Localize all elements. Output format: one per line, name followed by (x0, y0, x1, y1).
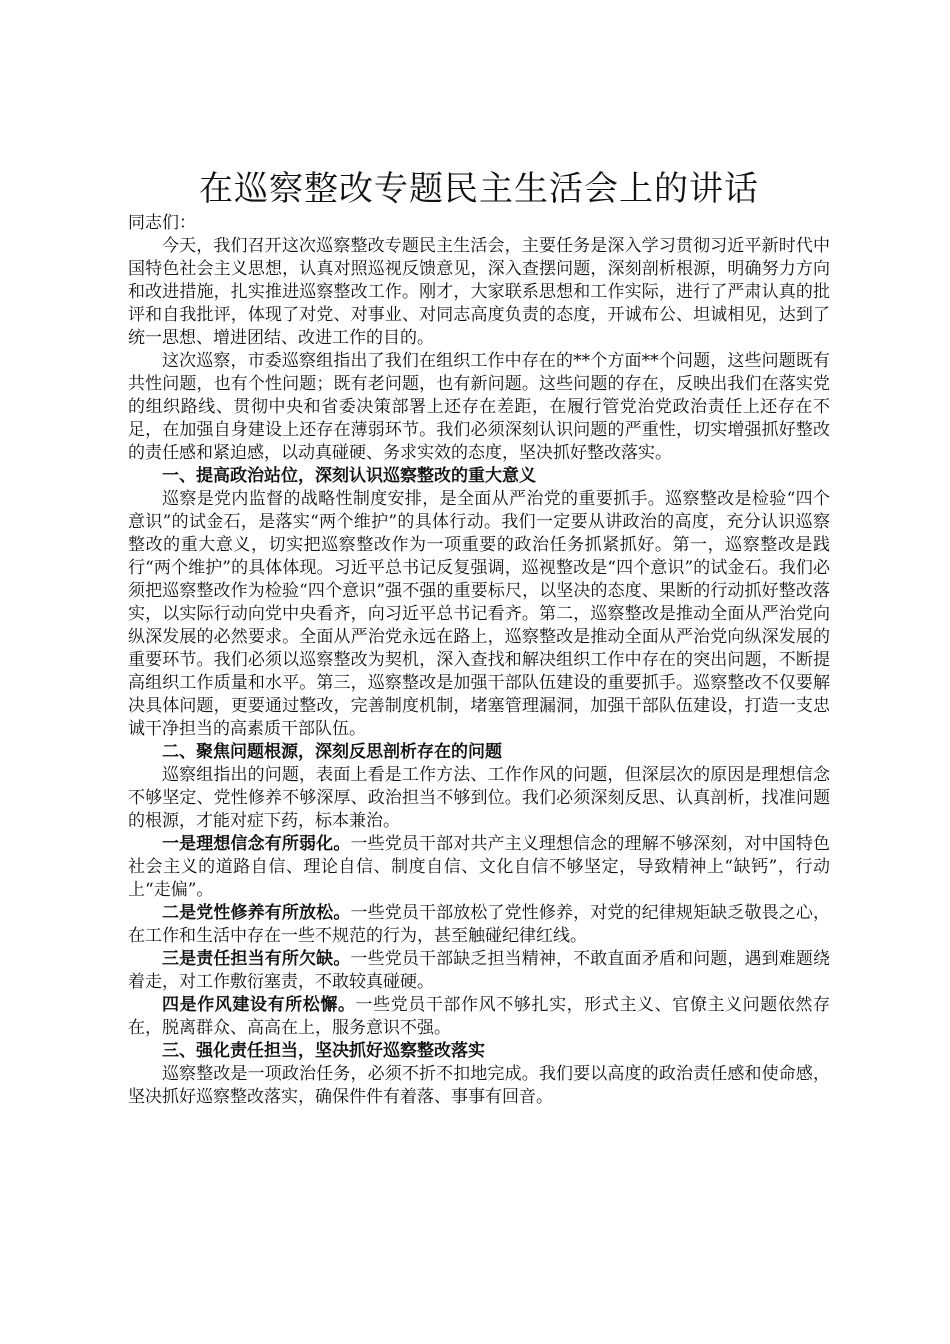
point-1 (128, 833, 830, 902)
section-3-paragraph: 巡察整改是一项政治任务，必须不折不扣地完成。我们要以高度的政治责任感和使命感，坚决抓好巡察整改落实，确保件件有着落、事事有回音。 (128, 1064, 830, 1107)
point-2-lead: 二是党性修养有所放松。 (162, 903, 351, 923)
point-2-text: 一些党员干部放松了党性修养，对党的纪律规矩缺乏敬畏之心，在工作和生活中存在一些不规范的行为，甚至触碰纪律红线。 (128, 903, 831, 946)
point-3 (128, 948, 830, 994)
section-1-heading: 一、提高政治站位，深刻认识巡察整改的重大意义 (162, 466, 536, 486)
point-4-text: 一些党员干部作风不够扎实，形式主义、官僚主义问题依然存在，脱离群众、高高在上，服务意识不强。 (128, 995, 831, 1038)
point-1-lead: 一是理想信念有所弱化。 (162, 834, 351, 854)
document-page (128, 168, 830, 1109)
point-1-text: 一些党员干部对共产主义理想信念的理解不够深刻，对中国特色社会主义的道路自信、理论自信、制度自信、文化自信不够坚定，导致精神上“缺钙”，行动上“走偏”。 (128, 834, 831, 900)
intro-paragraph-1: 今天，我们召开这次巡察整改专题民主生活会，主要任务是深入学习贯彻习近平新时代中国特色社会主义思想，认真对照巡视反馈意见，深入查摆问题，深刻剖析根源，明确努力方向和改进措施，扎实推进巡察整改工作。刚才，大家联系思想和工作实际，进行了严肃认真的批评和自我批评，体现了对党、对事业、对同志高度负责的态度，开诚布公、坦诚相见，达到了统一思想、增进团结、改进工作的目的。 (128, 236, 830, 348)
point-3-text: 一些党员干部缺乏担当精神，不敢直面矛盾和问题，遇到难题绕着走，对工作敷衍塞责，不敢较真碰硬。 (128, 949, 831, 992)
intro-paragraph-2: 这次巡察，市委巡察组指出了我们在组织工作中存在的**个方面**个问题，这些问题既有共性问题，也有个性问题；既有老问题，也有新问题。这些问题的存在，反映出我们在落实党的组织路线、贯彻中央和省委决策部署上还存在差距，在履行管党治党政治责任上还存在不足，在加强自身建设上还存在薄弱环节。我们必须深刻认识问题的严重性，切实增强抓好整改的责任感和紧迫感，以动真碰硬、务求实效的态度，坚决抓好整改落实。 (128, 351, 830, 463)
point-4 (128, 994, 830, 1040)
point-2 (128, 902, 830, 948)
section-1-paragraph: 巡察是党内监督的战略性制度安排，是全面从严治党的重要抓手。巡察整改是检验“四个意识”的试金石，是落实“两个维护”的具体行动。我们一定要从讲政治的高度，充分认识巡察整改的重大意义，切实把巡察整改作为一项重要的政治任务抓紧抓好。第一，巡察整改是践行“两个维护”的具体体现。习近平总书记反复强调，巡视整改是“四个意识”的试金石。我们必须把巡察整改作为检验“四个意识”强不强的重要标尺，以坚决的态度、果断的行动抓好整改落实，以实际行动向党中央看齐，向习近平总书记看齐。第二，巡察整改是推动全面从严治党向纵深发展的必然要求。全面从严治党永远在路上，巡察整改是推动全面从严治党向纵深发展的重要环节。我们必须以巡察整改为契机，深入查找和解决组织工作中存在的突出问题，不断提高组织工作质量和水平。第三，巡察整改是加强干部队伍建设的重要抓手。巡察整改不仅要解决具体问题，更要通过整改，完善制度机制，堵塞管理漏洞，加强干部队伍建设，打造一支忠诚干净担当的高素质干部队伍。 (128, 489, 830, 739)
section-2-heading: 二、聚焦问题根源，深刻反思剖析存在的问题 (162, 742, 502, 762)
greeting: 同志们： (128, 213, 196, 233)
section-3-heading: 三、强化责任担当，坚决抓好巡察整改落实 (162, 1041, 485, 1061)
section-2-paragraph: 巡察组指出的问题，表面上看是工作方法、工作作风的问题，但深层次的原因是理想信念不够坚定、党性修养不够深厚、政治担当不够到位。我们必须深刻反思、认真剖析，找准问题的根源，才能对症下药，标本兼治。 (128, 765, 830, 831)
point-4-lead: 四是作风建设有所松懈。 (162, 995, 356, 1015)
point-3-lead: 三是责任担当有所欠缺。 (162, 949, 351, 969)
document-title: 在巡察整改专题民主生活会上的讲话 (199, 169, 759, 209)
